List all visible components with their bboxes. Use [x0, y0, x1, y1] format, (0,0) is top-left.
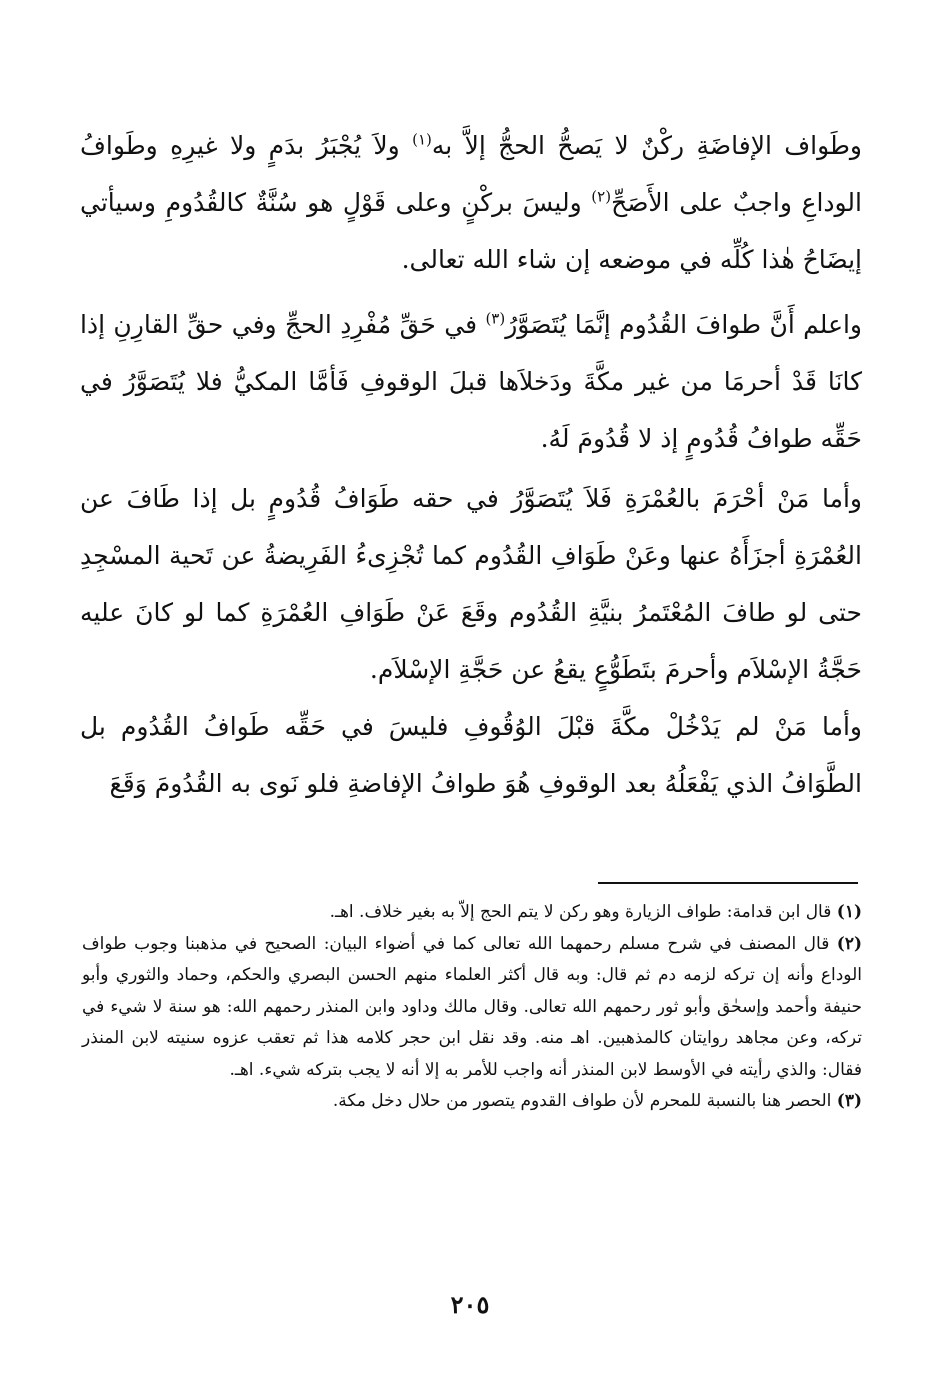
paragraph-text: في حَقِّ مُفْرِدِ الحجِّ وفي حقِّ القارِنِ إذا كانَا قَدْ أحرمَا من غير مكَّةَ ودَخلاَها قبلَ الوقوفِ فَأمَّا المكيُّ فلا يُتَصَوَّرُ في حَقِّه طوافُ قُدُومٍ إذ لا قُدُومَ لَهُ.	[80, 310, 862, 453]
footnote-text: الحصر هنا بالنسبة للمحرم لأن طواف القدوم يتصور من حلال دخل مكة.	[332, 1091, 837, 1111]
paragraph-before-wuquf	[80, 698, 862, 812]
paragraph-text: وأما مَنْ أحْرَمَ بالعُمْرَةِ فَلاَ يُتَصَوَّرُ في حقه طَوَافُ قُدُومٍ بل إذا طَافَ عن العُمْرَةِ أجزَأَهُ عنها وعَنْ طَوَافِ القُدُوم كما تُجْزِىءُ الفَرِيضةُ عن تَحية المسْجِدِ حتى لو طافَ المُعْتَمرُ بنيَّةِ القُدُوم وقَعَ عَنْ طَوَافِ العُمْرَةِ كما لو كانَ عليه حَجَّةُ الإسْلاَم وأحرمَ بتَطَوُّعٍ يقعُ عن حَجَّةِ الإسْلاَم.	[80, 484, 862, 684]
footnote-1	[82, 897, 862, 929]
footnotes	[82, 897, 862, 1118]
paragraph-text: وأما مَنْ لم يَدْخُلْ مكَّةَ قبْلَ الوُقُوفِ فليسَ في حَقِّه طَوافُ القُدُوم بل الطَّوَافُ الذي يَفْعَلُهُ بعد الوقوفِ هُوَ طوافُ الإفاضةِ فلو نَوى به القُدُومَ وَقَعَ	[80, 712, 862, 798]
footnote-number: (٣)	[836, 1091, 862, 1111]
paragraph-umrah	[80, 470, 862, 698]
page-number: ٢٠٥	[450, 1290, 490, 1319]
footnote-2	[82, 929, 862, 1087]
paragraph-text: ولاَ يُجْبَرُ بدَمٍ ولا غيرِهِ وطَوافُ الوداعِ واجبٌ على الأَصَحِّ	[80, 131, 863, 217]
footnote-number: (١)	[836, 902, 862, 922]
footnote-number: (٢)	[836, 933, 862, 954]
paragraph-tawaf-ifadah	[80, 117, 862, 288]
footnote-3	[82, 1086, 862, 1118]
footnote-ref-2: (٢)	[591, 187, 612, 206]
footnote-separator	[598, 882, 858, 884]
footnote-text: قال المصنف في شرح مسلم رحمهما الله تعالى كما في أضواء البيان: الصحيح في مذهبنا وجوب طواف الوداع وأنه إن تركه لزمه دم ثم قال: وبه قال أكثر العلماء منهم الحسن البصري والحكم، وحماد والثوري وأبو حنيفة وأحمد وإسحٰق وأبو ثور رحمهم الله تعالى. وقال مالك وداود وابن المنذر رحمهم الله: هو سنة لا شيء في تركه، وعن مجاهد روايتان كالمذهبين. اهـ منه. وقد نقل ابن حجر كلامه هذا ثم تعقب عزوه سنيته لابن المنذر فقال: والذي رأيته في الأوسط لابن المنذر أنه واجب للأمر به إلا أنه لا يجب بتركه شيء. اهـ.	[82, 933, 862, 1080]
footnote-ref-3: (٣)	[485, 309, 506, 328]
paragraph-text: واعلم أَنَّ طوافَ القُدُوم إنَّمَا يُتَصَوَّرُ	[505, 310, 863, 339]
footnote-text: قال ابن قدامة: طواف الزيارة وهو ركن لا يتم الحج إلاّ به بغير خلاف. اهـ.	[329, 902, 837, 922]
footnote-ref-1: (١)	[412, 130, 432, 149]
paragraph-text: وطَواف الإفاضَةِ ركْنٌ لا يَصحُّ الحجُّ إلاَّ به	[431, 131, 863, 160]
paragraph-text: وليسَ بركْنٍ وعلى قَوْلٍ هو سُنَّةٌ كالقُدُومِ وسيأتي إيضَاحُ هٰذا كُلِّه في موضعه إن شاء الله تعالى.	[80, 188, 862, 274]
paragraph-tawaf-qudum	[80, 296, 862, 467]
